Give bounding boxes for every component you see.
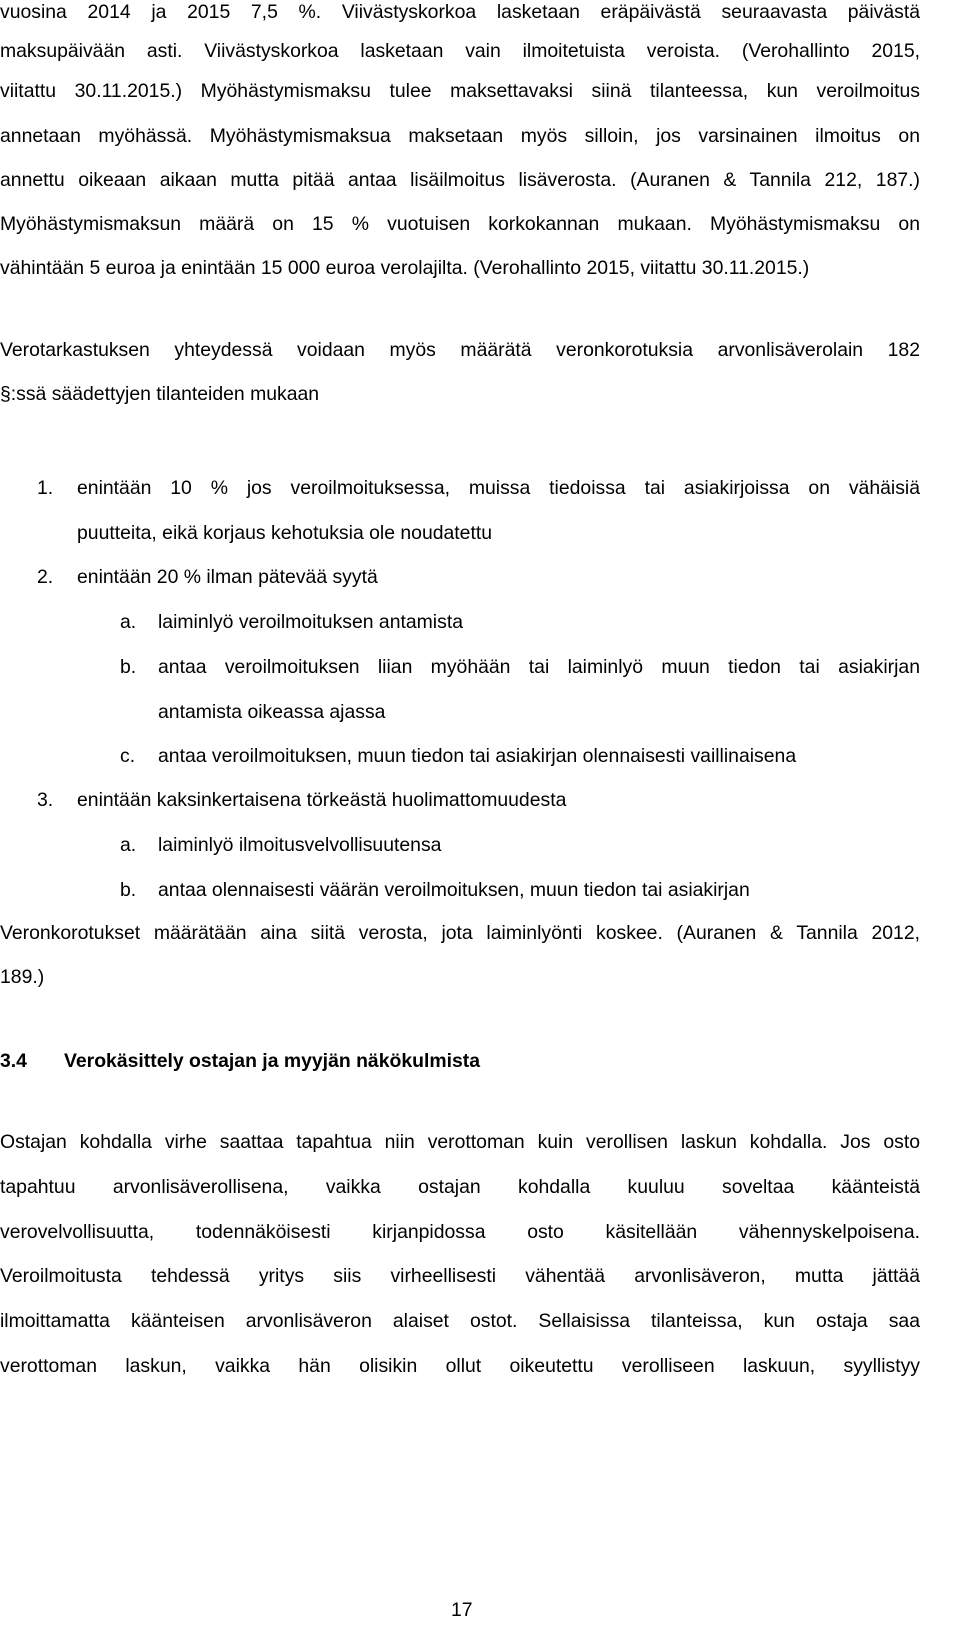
sublist-item-text: antaa veroilmoituksen liian myöhään tai laiminlyö muun tiedon tai asiakirjan	[158, 656, 920, 678]
text-line: Myöhästymismaksun määrä on 15 % vuotuisen korkokannan mukaan. Myöhästymismaksu on	[0, 213, 920, 235]
sublist-item-text: antamista oikeassa ajassa	[158, 701, 386, 723]
sublist-item-text: antaa olennaisesti väärän veroilmoituksen, muun tiedon tai asiakirjan	[158, 879, 750, 901]
text-line: Verotarkastuksen yhteydessä voidaan myös määrätä veronkorotuksia arvonlisäverolain 182	[0, 339, 920, 361]
text-line: annettu oikeaan aikaan mutta pitää antaa lisäilmoitus lisäverosta. (Auranen & Tannila 212, 187.)	[0, 169, 920, 191]
sublist-marker: c.	[120, 745, 136, 767]
text-line: §:ssä säädettyjen tilanteiden mukaan	[0, 383, 320, 405]
text-line: viitattu 30.11.2015.) Myöhästymismaksu tulee maksettavaksi siinä tilanteessa, kun veroilmoitus	[0, 80, 920, 102]
section-number: 3.4	[0, 1050, 27, 1072]
list-marker: 3.	[37, 789, 54, 811]
sublist-item-text: laiminlyö veroilmoituksen antamista	[158, 611, 463, 633]
text-line: Ostajan kohdalla virhe saattaa tapahtua niin verottoman kuin verollisen laskun kohdalla. Jos osto	[0, 1131, 920, 1153]
list-item-text: enintään kaksinkertaisena törkeästä huolimattomuudesta	[77, 789, 567, 811]
text-line: ilmoittamatta käänteisen arvonlisäveron alaiset ostot. Sellaisissa tilanteissa, kun ostaja saa	[0, 1310, 920, 1332]
list-item-text: puutteita, eikä korjaus kehotuksia ole noudatettu	[77, 522, 493, 544]
list-item-text: enintään 10 % jos veroilmoituksessa, muissa tiedoissa tai asiakirjoissa on vähäisiä	[77, 477, 920, 499]
sublist-item-text: laiminlyö ilmoitusvelvollisuutensa	[158, 834, 442, 856]
section-title: Verokäsittely ostajan ja myyjän näkökulmista	[64, 1050, 481, 1072]
list-marker: 1.	[37, 477, 54, 499]
text-line: Veronkorotukset määrätään aina siitä verosta, jota laiminlyönti koskee. (Auranen & Tannila 2012,	[0, 922, 920, 944]
text-line: annetaan myöhässä. Myöhästymismaksua maksetaan myös silloin, jos varsinainen ilmoitus on	[0, 125, 920, 147]
sublist-marker: a.	[120, 834, 137, 856]
text-line: tapahtuu arvonlisäverollisena, vaikka ostajan kohdalla kuuluu soveltaa käänteistä	[0, 1176, 920, 1198]
text-line: vuosina 2014 ja 2015 7,5 %. Viivästyskorkoa lasketaan eräpäivästä seuraavasta päivästä	[0, 1, 920, 23]
text-line: 189.)	[0, 966, 45, 988]
text-line: verottoman laskun, vaikka hän olisikin ollut oikeutettu verolliseen laskuun, syyllistyy	[0, 1355, 920, 1377]
sublist-marker: b.	[120, 879, 137, 901]
text-line: Veroilmoitusta tehdessä yritys siis virheellisesti vähentää arvonlisäveron, mutta jättää	[0, 1265, 920, 1287]
sublist-marker: b.	[120, 656, 137, 678]
text-line: verovelvollisuutta, todennäköisesti kirjanpidossa osto käsitellään vähennyskelpoisena.	[0, 1221, 920, 1243]
list-item-text: enintään 20 % ilman pätevää syytä	[77, 566, 378, 588]
sublist-marker: a.	[120, 611, 137, 633]
text-line: vähintään 5 euroa ja enintään 15 000 euroa verolajilta. (Verohallinto 2015, viitattu 30.11.2015.)	[0, 257, 810, 279]
page-number: 17	[451, 1599, 473, 1621]
text-line: maksupäivään asti. Viivästyskorkoa lasketaan vain ilmoitetuista veroista. (Verohallinto 2015,	[0, 40, 920, 62]
sublist-item-text: antaa veroilmoituksen, muun tiedon tai asiakirjan olennaisesti vaillinaisena	[158, 745, 797, 767]
list-marker: 2.	[37, 566, 54, 588]
